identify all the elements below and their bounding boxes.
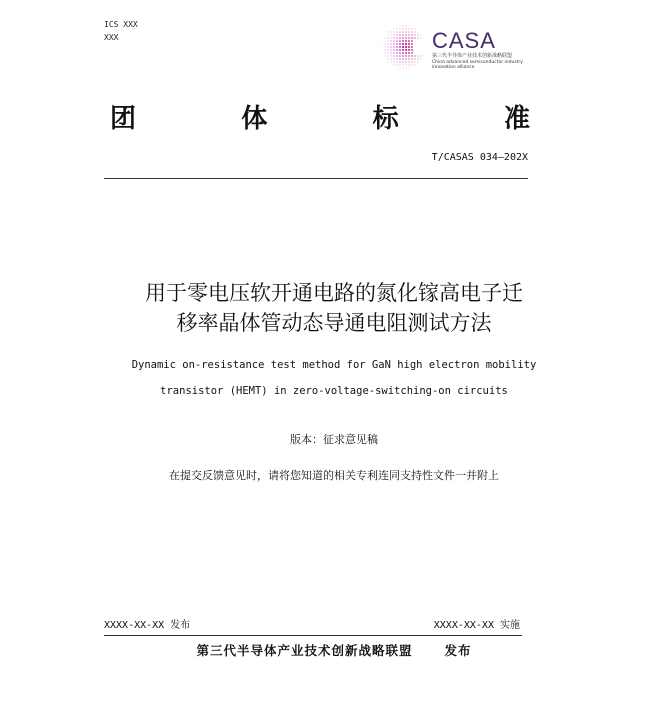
version-label: 版本：征求意见稿	[290, 433, 378, 446]
standard-number: T/CASAS 034—202X	[431, 152, 528, 163]
standard-type-char: 团	[110, 104, 137, 134]
standard-type-char: 标	[372, 104, 399, 134]
publish-date: XXXX-XX-XX 发布	[104, 620, 191, 631]
standard-type-char: 体	[241, 104, 268, 134]
chinese-title-line: 移率晶体管动态导通电阻测试方法	[176, 311, 492, 335]
english-title-line: transistor (HEMT) in zero-voltage-switching-on circuits	[160, 385, 508, 397]
ics-number: ICS XXX	[104, 20, 138, 29]
patent-notice: 在提交反馈意见时，请将您知道的相关专利连同支持性文件一并附上	[169, 469, 499, 482]
standard-type-char: 准	[503, 104, 530, 134]
logo-subtitle-en-1: China advanced semiconductor industry	[432, 59, 523, 65]
logo-subtitle	[432, 54, 542, 71]
ics-code-block	[104, 18, 138, 44]
logo-subtitle-cn: 第三代半导体产业技术创新战略联盟	[432, 53, 513, 59]
english-title	[84, 352, 584, 404]
logo-subtitle-en-2: innovation alliance	[432, 65, 475, 70]
implement-date: XXXX-XX-XX 实施	[433, 620, 520, 631]
chinese-title	[104, 278, 564, 338]
bottom-divider	[104, 635, 522, 636]
english-title-line: Dynamic on-resistance test method for GaN high electron mobility	[131, 359, 537, 371]
publisher-line: 第三代半导体产业技术创新战略联盟 发布	[196, 643, 472, 658]
top-divider	[104, 178, 528, 179]
chinese-title-line: 用于零电压软开通电路的氮化镓高电子迁	[145, 281, 523, 305]
logo-name: CASA	[432, 28, 496, 53]
casa-logo-icon	[380, 22, 428, 72]
standard-type-heading	[110, 98, 530, 135]
classification-code: XXX	[104, 33, 119, 42]
